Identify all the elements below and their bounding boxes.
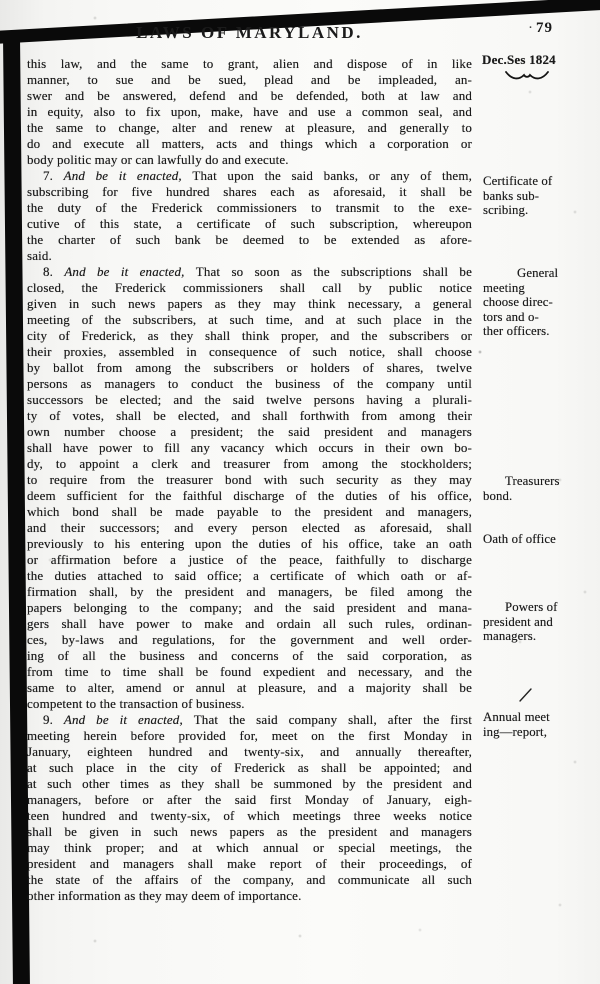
line-text: or affirmation before a justice of the peace, faithfully to discharge: [27, 552, 472, 567]
text-line: [27, 72, 472, 88]
text-line: [27, 568, 472, 584]
line-text: January, eighteen hundred and twenty-six, and annually thereafter,: [27, 744, 472, 759]
line-text: That so soon as the subscriptions shall be: [195, 264, 472, 279]
line-text: president and managers shall make report of their proceedings, of: [27, 856, 472, 871]
enacting-clause: And be it enacted,: [63, 168, 193, 183]
text-line: [27, 344, 472, 360]
note-line: choose direc-: [483, 295, 553, 310]
text-line: [27, 168, 472, 184]
line-text: given in such news papers as they may think necessary, a general: [27, 296, 472, 311]
note-line: Certificate of: [483, 174, 553, 188]
note-line: tors and o-: [483, 309, 539, 324]
line-text: teen hundred and twenty-six, of which meetings three weeks notice: [27, 808, 472, 823]
body-text: [27, 56, 472, 904]
enacting-clause: And be it enacted,: [64, 264, 196, 279]
text-line: [27, 184, 472, 200]
line-text: closed, the Frederick commissioners shall call by public notice: [27, 280, 472, 295]
scan-artifact-binding-bar: [3, 36, 30, 984]
text-line: [27, 376, 472, 392]
note-line: Powers of: [505, 600, 558, 614]
text-line: [27, 504, 472, 520]
line-text: body politic may or can lawfully do and execute.: [27, 152, 289, 167]
text-line: [27, 232, 472, 248]
line-text: ces, by-laws and regulations, for the government and well order-: [27, 632, 472, 647]
line-text: firmation shall, by the president and managers, be filed among the: [27, 584, 472, 599]
line-text: managers, before or after the said first Monday of January, eigh-: [27, 792, 472, 807]
note-line: president and: [483, 614, 553, 629]
line-text: the state of the affairs of the company, and communicate all such: [27, 872, 472, 887]
note-line: General: [517, 266, 559, 280]
text-line: [27, 152, 472, 168]
text-line: [27, 488, 472, 504]
page-title: LAWS OF MARYLAND.: [136, 23, 363, 42]
line-text: dy, to appoint a clerk and treasurer from among the stockholders;: [27, 456, 472, 471]
line-text: meeting herein before provided for, meet on the first Monday in: [27, 728, 472, 743]
text-line: [27, 440, 472, 456]
note-line: ther officers.: [483, 324, 550, 339]
section-number: 7.: [43, 168, 64, 183]
text-line: [27, 600, 472, 616]
session-label: Dec.Ses 1824: [482, 52, 556, 67]
line-text: may think proper; and at which annual or special meetings, the: [27, 840, 472, 855]
note-line: ing—report,: [483, 724, 548, 739]
text-line: [27, 520, 472, 536]
line-text: persons as managers to conduct the business of the company until: [27, 376, 472, 391]
line-text: the same to change, alter and renew at pleasure, and generally to: [27, 120, 472, 135]
line-text: same to alter, amend or annul at pleasure, and a majority shall be: [27, 680, 472, 695]
line-text: own number choose a president; the said president and managers: [27, 424, 472, 439]
text-line: [27, 888, 472, 904]
text-line: [27, 248, 472, 264]
margin-note-general-meeting: [483, 266, 596, 339]
text-line: [27, 776, 472, 792]
text-line: [27, 760, 472, 776]
text-line: [27, 104, 472, 120]
text-line: [27, 456, 472, 472]
line-text: at such other times as they shall be summoned by the president and: [27, 776, 472, 791]
line-text: at such place in the city of Frederick as shall be appointed; and: [27, 760, 472, 775]
session-note: [482, 52, 596, 81]
margin-note-treasurers-bond: [483, 474, 596, 503]
text-line: [27, 408, 472, 424]
text-line: [27, 88, 472, 104]
text-line: [27, 632, 472, 648]
line-text: meeting of the subscribers, at such time, and at such place in the: [27, 312, 472, 327]
note-line: Treasurers: [505, 474, 560, 488]
line-text: previously to his entering upon the duties of his office, take an oath: [27, 536, 472, 551]
note-line: Oath of office: [483, 532, 556, 546]
text-line: [27, 360, 472, 376]
text-line: [27, 680, 472, 696]
text-line: [27, 56, 472, 72]
session-flourish-icon: [504, 69, 550, 81]
note-line: scribing.: [483, 203, 529, 218]
text-line: [27, 856, 472, 872]
text-line: [27, 824, 472, 840]
note-line: banks sub-: [483, 188, 540, 203]
text-line: [27, 120, 472, 136]
line-text: by ballot from among the subscribers or holders of shares, twelve: [27, 360, 472, 375]
line-text: city of Frederick, as they shall think proper, and the subscribers or: [27, 328, 472, 343]
line-text: this law, and the same to grant, alien and dispose of in like: [27, 56, 472, 71]
line-text: the duties attached to said office; a certificate of which oath or af-: [27, 568, 472, 583]
page-number: · 79: [528, 20, 553, 37]
text-line: [27, 472, 472, 488]
line-text: That upon the said banks, or any of them,: [192, 168, 473, 183]
line-text: ing of all the business and concerns of the said corporation, as: [27, 648, 472, 663]
text-line: [27, 536, 472, 552]
line-text: their proxies, assembled in consequence of such notice, shall choose: [27, 344, 472, 359]
line-text: which bond shall be made payable to the president and managers,: [27, 504, 472, 519]
note-line: Annual meet: [483, 710, 550, 724]
line-text: the duty of the Frederick commissioners to transmit to the exe-: [27, 200, 472, 215]
line-text: ty of votes, shall be elected, and shall forthwith from among their: [27, 408, 472, 423]
line-text: shall have power to fill any vacancy which occurs in their own bo-: [27, 440, 472, 455]
line-text: successors be elected; and the said twelve persons having a plurali-: [27, 392, 472, 407]
text-line: [27, 200, 472, 216]
line-text: to require from the treasurer bond with such security as they may: [27, 472, 472, 487]
text-line: [27, 872, 472, 888]
section-number: 8.: [43, 264, 65, 279]
text-line: [27, 312, 472, 328]
text-line: [27, 392, 472, 408]
margin-note-powers: [483, 600, 596, 644]
text-line: [27, 328, 472, 344]
line-text: from time to time shall be found expedient and necessary, and the: [27, 664, 472, 679]
line-text: said.: [27, 248, 52, 263]
margin-note-oath-of-office: [483, 532, 596, 547]
line-text: shall be given in such news papers as the president and managers: [27, 824, 472, 839]
line-text: subscribing for five hundred shares each as aforesaid, it shall be: [27, 184, 472, 199]
note-line: bond.: [483, 488, 513, 503]
text-line: [27, 696, 472, 712]
text-line: [27, 840, 472, 856]
section-number: 9.: [43, 712, 64, 727]
line-text: swer and be answered, defend and be defended, both at law and: [27, 88, 472, 103]
text-line: [27, 136, 472, 152]
line-text: do and execute all matters, acts and things which a corporation or: [27, 136, 472, 151]
line-text: other information as they may deem of importance.: [27, 888, 302, 903]
line-text: in equity, also to fix upon, make, have and use a common seal, and: [27, 104, 472, 119]
note-line: meeting: [483, 280, 525, 295]
text-line: [27, 728, 472, 744]
line-text: papers belonging to the company; and the said president and mana-: [27, 600, 472, 615]
text-line: [27, 584, 472, 600]
text-line: [27, 424, 472, 440]
line-text: and their successors; and every person elected as aforesaid, shall: [27, 520, 472, 535]
text-line: [27, 664, 472, 680]
line-text: cutive of this state, a certificate of such subscription, whereupon: [27, 216, 472, 231]
line-text: gers shall have power to make and ordain all such rules, ordinan-: [27, 616, 472, 631]
line-text: deem sufficient for the faithful discharge of the duties of his office,: [27, 488, 472, 503]
text-line: [27, 552, 472, 568]
line-text: manner, to sue and be sued, plead and be impleaded, an-: [27, 72, 472, 87]
text-line: [27, 712, 472, 728]
text-line: [27, 648, 472, 664]
text-line: [27, 216, 472, 232]
text-line: [27, 296, 472, 312]
margin-note-certificate: [483, 174, 596, 218]
text-line: [27, 280, 472, 296]
line-text: the charter of such bank be deemed to be extended as afore-: [27, 232, 472, 247]
text-line: [27, 264, 472, 280]
pen-mark-icon: [518, 687, 534, 703]
margin-note-annual-meeting: [483, 710, 596, 739]
text-line: [27, 792, 472, 808]
line-text: competent to the transaction of business.: [27, 696, 245, 711]
text-line: [27, 744, 472, 760]
note-line: managers.: [483, 629, 537, 644]
text-line: [27, 616, 472, 632]
text-line: [27, 808, 472, 824]
line-text: That the said company shall, after the first: [193, 712, 473, 727]
enacting-clause: And be it enacted,: [63, 712, 194, 727]
